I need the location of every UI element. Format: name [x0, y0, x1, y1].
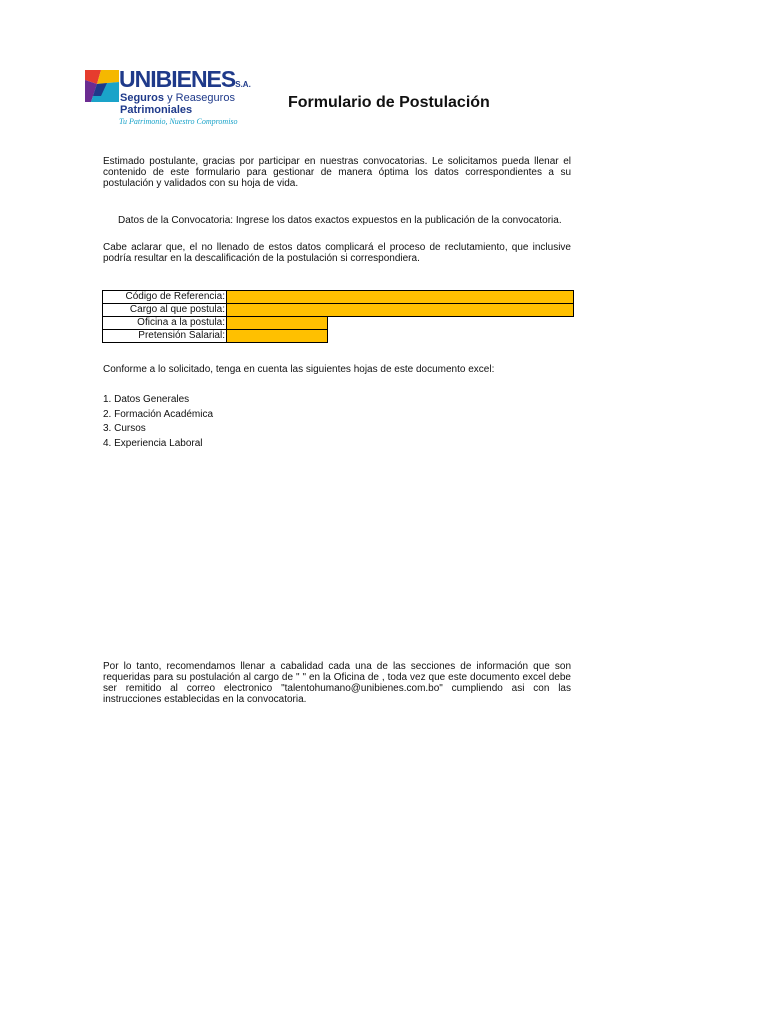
oficina-input[interactable] [227, 317, 328, 330]
pretension-salarial-input[interactable] [227, 330, 328, 343]
field-row-codigo [103, 291, 574, 304]
logo-mark-icon [85, 70, 119, 102]
sheets-intro: Conforme a lo solicitado, tenga en cuenta las siguientes hojas de este documento excel: [103, 364, 495, 375]
cargo-input[interactable] [227, 304, 574, 317]
closing-paragraph: Por lo tanto, recomendamos llenar a cabalidad cada una de las secciones de información que son requeridas para su postulación al cargo de " " en la Oficina de , toda vez que este documento excel debe ser remitido al correo electronico "talentohumano@unibienes.com.bo" cumpliendo asi con las instrucciones establecidas en la convocatoria. [103, 661, 571, 705]
field-label: Pretensión Salarial: [103, 330, 227, 343]
field-row-oficina [103, 317, 574, 330]
list-item: 2. Formación Académica [103, 408, 214, 420]
field-label: Código de Referencia: [103, 291, 227, 304]
logo-line-1: Seguros y Reaseguros [120, 92, 235, 104]
list-item: 3. Cursos [103, 423, 146, 435]
codigo-referencia-input[interactable] [227, 291, 574, 304]
warning-paragraph: Cabe aclarar que, el no llenado de estos datos complicará el proceso de reclutamiento, que inclusive podría resultar en la descalificación de la postulación si correspondiera. [103, 242, 571, 264]
logo-tagline: Tu Patrimonio, Nuestro Compromiso [119, 117, 238, 126]
field-label: Cargo al que postula: [103, 304, 227, 317]
logo-line-2: Patrimoniales [120, 104, 193, 116]
list-item: 1. Datos Generales [103, 394, 190, 405]
postulation-fields-table [102, 290, 574, 343]
sheets-list [103, 393, 213, 452]
unibienes-logo [85, 68, 265, 132]
list-item: 4. Experiencia Laboral [103, 438, 203, 450]
field-row-cargo [103, 304, 574, 317]
logo-brand-text: UNIBIENESS.A. [119, 66, 251, 92]
field-row-pretension [103, 330, 574, 343]
convocatoria-note: Datos de la Convocatoria: Ingrese los datos exactos expuestos en la publicación de la convocatoria. [118, 215, 562, 226]
field-label: Oficina a la postula: [103, 317, 227, 330]
empty-cell [328, 330, 574, 343]
empty-cell [328, 317, 574, 330]
page-title: Formulario de Postulación [288, 94, 490, 111]
intro-paragraph: Estimado postulante, gracias por participar en nuestras convocatorias. Le solicitamos pueda llenar el contenido de este formulario para gestionar de manera óptima los datos correspondientes a su postulación y validados con su hoja de vida. [103, 156, 571, 189]
